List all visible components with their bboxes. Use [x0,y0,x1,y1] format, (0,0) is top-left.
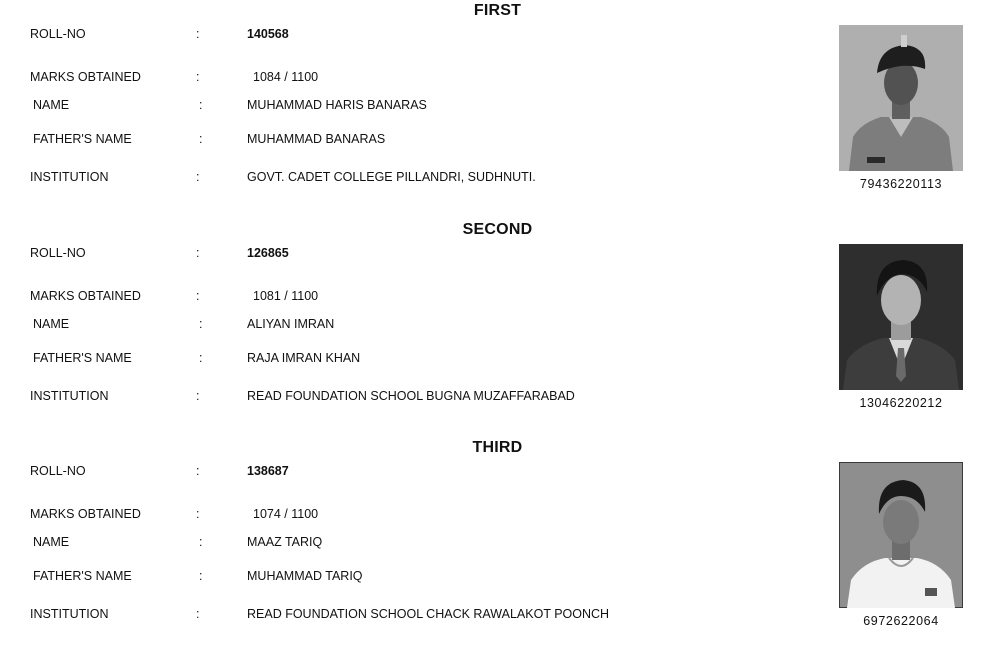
father-name-value: MUHAMMAD TARIQ [247,569,363,583]
separator-colon: : [199,569,203,583]
marks-value: 1084 / 1100 [253,70,319,84]
roll-no-value: 140568 [247,27,289,41]
marks-value: 1074 / 1100 [253,507,319,521]
institution-value: GOVT. CADET COLLEGE PILLANDRI, SUDHNUTI. [247,170,536,184]
separator-colon: : [196,170,200,184]
institution-label: INSTITUTION [30,389,109,403]
name-label: NAME [33,535,70,549]
roll-no-label: ROLL-NO [30,246,86,260]
student-photo [839,244,963,390]
father-name-label: FATHER'S NAME [33,569,132,583]
separator-colon: : [196,246,200,260]
father-name-value: MUHAMMAD BANARAS [247,132,386,146]
marks-label: MARKS OBTAINED [30,70,141,84]
result-section-second [0,219,990,437]
separator-colon: : [196,464,200,478]
marks-value: 1081 / 1100 [253,289,319,303]
name-label: NAME [33,98,70,112]
student-portrait-image [839,462,963,608]
separator-colon: : [196,389,200,403]
roll-no-value: 138687 [247,464,289,478]
name-value: MAAZ TARIQ [247,535,323,549]
separator-colon: : [196,289,200,303]
result-section-third [0,437,990,655]
student-portrait-image [839,25,963,171]
student-photo [839,462,963,608]
student-photo [839,25,963,171]
name-label: NAME [33,317,70,331]
name-value: MUHAMMAD HARIS BANARAS [247,98,427,112]
roll-no-label: ROLL-NO [30,464,86,478]
father-name-value: RAJA IMRAN KHAN [247,351,361,365]
institution-label: INSTITUTION [30,170,109,184]
roll-no-label: ROLL-NO [30,27,86,41]
institution-value: READ FOUNDATION SCHOOL BUGNA MUZAFFARABAD [247,389,575,403]
separator-colon: : [196,507,200,521]
marks-label: MARKS OBTAINED [30,507,141,521]
separator-colon: : [199,535,203,549]
father-name-label: FATHER'S NAME [33,351,132,365]
separator-colon: : [199,317,203,331]
institution-label: INSTITUTION [30,607,109,621]
photo-id-number: 13046220212 [859,396,943,410]
separator-colon: : [196,70,200,84]
photo-id-number: 79436220113 [859,177,943,191]
separator-colon: : [199,351,203,365]
institution-value: READ FOUNDATION SCHOOL CHACK RAWALAKOT POONCH [247,607,610,621]
father-name-label: FATHER'S NAME [33,132,132,146]
separator-colon: : [196,27,200,41]
separator-colon: : [199,98,203,112]
name-value: ALIYAN IMRAN [247,317,335,331]
photo-id-number: 6972622064 [863,614,939,628]
position-heading: FIRST [473,2,522,19]
position-heading: SECOND [462,221,533,238]
separator-colon: : [196,607,200,621]
marks-label: MARKS OBTAINED [30,289,141,303]
student-portrait-image [839,244,963,390]
position-heading: THIRD [472,439,523,456]
separator-colon: : [199,132,203,146]
roll-no-value: 126865 [247,246,289,260]
result-section-first [0,0,990,218]
